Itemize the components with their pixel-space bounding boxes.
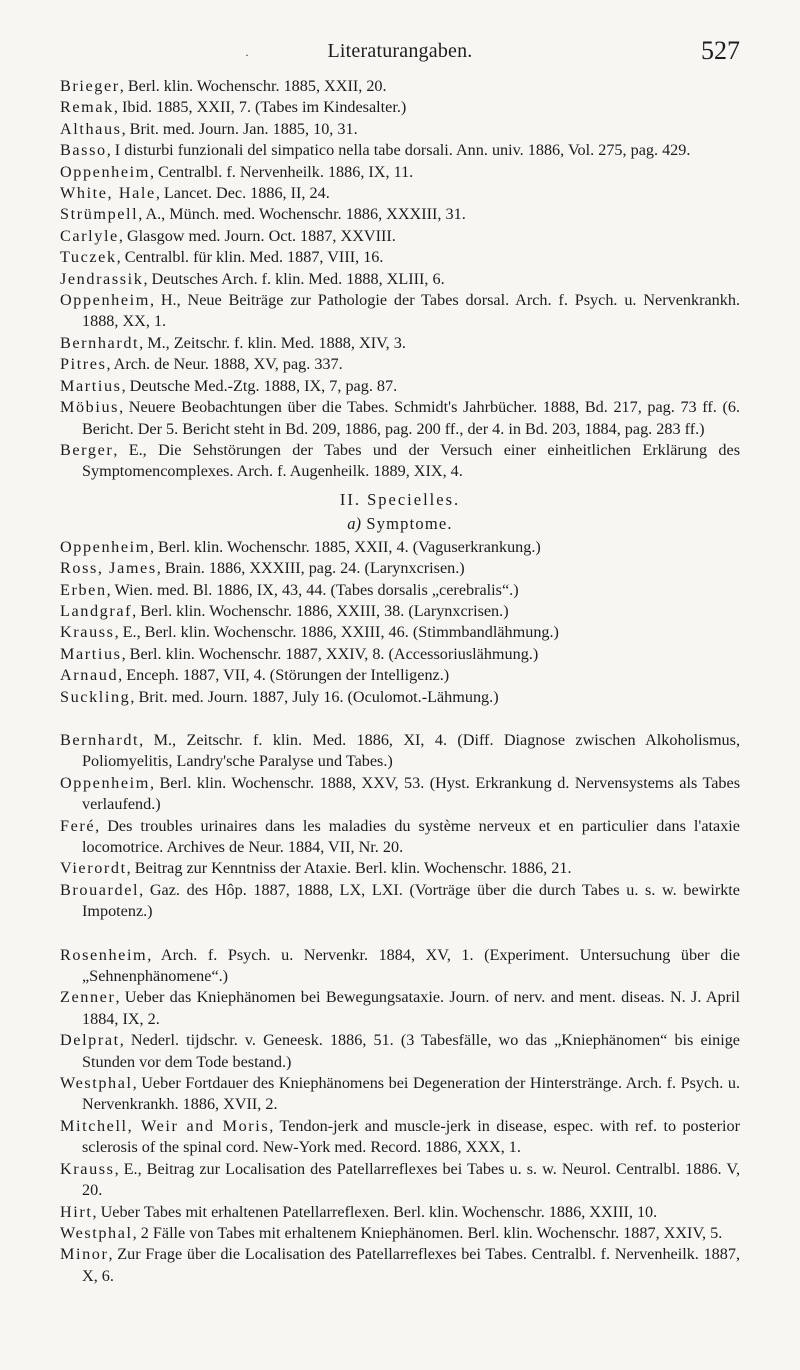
reference-text: , H., Neue Beiträge zur Pathologie der Tabes dorsal. Arch. f. Psych. u. Nervenkrankh. 1888, XX, 1. [82, 291, 740, 331]
paragraph-gap [60, 923, 740, 943]
reference-author: Ross, James [60, 559, 157, 578]
reference-author: Westphal [60, 1074, 133, 1093]
reference-list-symptoms [60, 537, 740, 708]
reference-text: , Glasgow med. Journ. Oct. 1887, XXVIII. [118, 226, 396, 245]
reference-text: , Berl. klin. Wochenschr. 1885, XXII, 4. (Vaguserkrankung.) [149, 537, 541, 556]
reference-text: , Des troubles urinaires dans les maladies du système nerveux et en particulier dans l'ataxie locomotrice. Archives de Neur. 1884, VII, Nr. 20. [82, 816, 740, 856]
reference-text: , Centralbl. für klin. Med. 1887, VIII, 16. [116, 248, 384, 267]
reference-entry [60, 773, 740, 816]
reference-list-diagnosis [60, 730, 740, 923]
reference-text: , Brit. med. Journ. Jan. 1885, 10, 31. [121, 119, 358, 138]
reference-entry [60, 269, 740, 290]
reference-author: Martius [60, 376, 122, 395]
reference-author: Martius [60, 644, 122, 663]
reference-entry [60, 333, 740, 354]
reference-entry [60, 1116, 740, 1159]
reference-text: , E., Berl. klin. Wochenschr. 1886, XXIII, 46. (Stimmbandlähmung.) [114, 623, 559, 642]
section-title: II. Specielles. [339, 489, 461, 509]
reference-entry [60, 97, 740, 118]
reference-text: , 2 Fälle von Tabes mit erhaltenem Kniephänomen. Berl. klin. Wochenschr. 1887, XXIV, 5. [132, 1223, 723, 1242]
reference-text: , M., Zeitschr. f. klin. Med. 1888, XIV, 3. [139, 333, 406, 352]
reference-author: Delprat [60, 1031, 120, 1050]
reference-text: , Berl. klin. Wochenschr. 1886, XXIII, 38. (Larynxcrisen.) [132, 601, 509, 620]
reference-entry [60, 397, 740, 440]
reference-entry [60, 162, 740, 183]
reference-text: , Nederl. tijdschr. v. Geneesk. 1886, 51. (3 Tabesfälle, wo das „Kniephänomen“ bis einige Stunden vor dem Tode bestand.) [82, 1031, 740, 1071]
reference-entry [60, 644, 740, 665]
reference-author: Mitchell, Weir and Moris [60, 1116, 270, 1135]
reference-text: , Beitrag zur Kenntniss der Ataxie. Berl. klin. Wochenschr. 1886, 21. [126, 859, 572, 878]
reference-author: Hirt [60, 1202, 93, 1221]
reference-text: , Centralbl. f. Nervenheilk. 1886, IX, 11. [149, 162, 414, 181]
reference-author: Krauss [60, 1159, 115, 1178]
reference-entry [60, 816, 740, 859]
reference-entry [60, 880, 740, 923]
reference-text: , I disturbi funzionali del simpatico nella tabe dorsali. Ann. univ. 1886, Vol. 275, pag. 429. [106, 141, 691, 160]
reference-author: Basso [60, 141, 107, 160]
reference-entry [60, 987, 740, 1030]
reference-entry [60, 558, 740, 579]
reference-list-reflexes [60, 945, 740, 1288]
reference-author: Vierordt [60, 859, 127, 878]
reference-entry [60, 76, 740, 97]
reference-entry [60, 140, 740, 161]
reference-entry [60, 601, 740, 622]
reference-author: Tuczek [60, 248, 117, 267]
reference-text: , Arch. de Neur. 1888, XV, pag. 337. [106, 355, 343, 374]
reference-entry [60, 1073, 740, 1116]
reference-author: Oppenheim [60, 773, 150, 792]
reference-text: , Deutsches Arch. f. klin. Med. 1888, XLIII, 6. [143, 269, 445, 288]
reference-text: , Brit. med. Journ. 1887, July 16. (Oculomot.-Lähmung.) [130, 687, 499, 706]
reference-author: Oppenheim [60, 162, 150, 181]
reference-author: Westphal [60, 1223, 133, 1242]
reference-author: Rosenheim [60, 945, 148, 964]
reference-text: , Zur Frage über die Localisation des Patellarreflexes bei Tabes. Centralbl. f. Nervenheilk. 1887, X, 6. [82, 1245, 740, 1285]
reference-text: , Neuere Beobachtungen über die Tabes. Schmidt's Jahrbücher. 1888, Bd. 217, pag. 73 ff. (6. Bericht. Der 5. Bericht steht in Bd. 209, 1886, pag. 200 ff., der 4. in Bd. 203, 1884, pag. 283 ff.) [82, 398, 740, 438]
reference-entry [60, 687, 740, 708]
reference-author: Minor [60, 1245, 109, 1264]
reference-entry [60, 1244, 740, 1287]
reference-text: , Wien. med. Bl. 1886, IX, 43, 44. (Tabes dorsalis „cerebralis“.) [106, 580, 519, 599]
reference-author: Berger [60, 440, 114, 459]
subsection-title [60, 513, 740, 535]
reference-entry [60, 226, 740, 247]
reference-author: Bernhardt [60, 333, 140, 352]
reference-entry [60, 622, 740, 643]
reference-author: Oppenheim [60, 537, 150, 556]
reference-author: Bernhardt [60, 730, 140, 749]
reference-entry [60, 665, 740, 686]
reference-author: Möbius [60, 398, 120, 417]
reference-text: , Ueber das Kniephänomen bei Bewegungsataxie. Journ. of nerv. and ment. diseas. N. J. April 1884, IX, 2. [82, 988, 740, 1028]
reference-author: Feré [60, 816, 96, 835]
reference-entry [60, 730, 740, 773]
paragraph-gap [60, 708, 740, 728]
reference-author: Pitres [60, 355, 107, 374]
reference-text: , Gaz. des Hôp. 1887, 1888, LX, LXI. (Vorträge über die durch Tabes u. s. w. bewirkte Impotenz.) [82, 880, 740, 921]
running-title: Literaturangaben. [327, 40, 473, 62]
reference-list-general [60, 76, 740, 483]
reference-entry [60, 1223, 740, 1244]
reference-author: White, Hale [60, 184, 156, 203]
reference-entry [60, 247, 740, 268]
reference-entry [60, 945, 740, 988]
reference-author: Oppenheim [60, 291, 150, 310]
reference-entry [60, 1159, 740, 1202]
reference-author: Althaus [60, 119, 122, 138]
reference-author: Brouardel [60, 880, 140, 899]
reference-text: , Enceph. 1887, VII, 4. (Störungen der Intelligenz.) [118, 666, 450, 685]
reference-entry [60, 376, 740, 397]
reference-entry [60, 119, 740, 140]
running-header [60, 36, 740, 74]
reference-text: , Berl. klin. Wochenschr. 1888, XXV, 53. (Hyst. Erkrankung d. Nervensystems als Tabes verlaufend.) [82, 773, 740, 814]
reference-author: Suckling [60, 687, 131, 706]
reference-entry [60, 290, 740, 333]
reference-text: , E., Beitrag zur Localisation des Patellarreflexes bei Tabes u. s. w. Neurol. Centralbl. 1886. V, 20. [82, 1159, 740, 1200]
reference-author: Landgraf [60, 601, 133, 620]
reference-author: Remak [60, 98, 114, 117]
reference-text: , Berl. klin. Wochenschr. 1887, XXIV, 8. (Accessoriuslähmung.) [121, 644, 539, 663]
reference-text: , Brain. 1886, XXXIII, pag. 24. (Larynxcrisen.) [156, 559, 465, 578]
reference-author: Arnaud [60, 666, 119, 685]
subsection-letter: a) [347, 513, 361, 533]
reference-entry [60, 537, 740, 558]
subsection-label: Symptome. [366, 513, 453, 533]
reference-text: , Tendon-jerk and muscle-jerk in disease, espec. with ref. to posterior sclerosis of the spinal cord. New-York med. Record. 1886, XXX, 1. [82, 1116, 740, 1157]
reference-text: , A., Münch. med. Wochenschr. 1886, XXXIII, 31. [138, 205, 466, 224]
reference-entry [60, 204, 740, 225]
reference-text: , Arch. f. Psych. u. Nervenkr. 1884, XV, 1. (Experiment. Untersuchung über die „Sehnenphänomene“.) [82, 945, 740, 986]
reference-entry [60, 183, 740, 204]
reference-text: , Ueber Tabes mit erhaltenen Patellarreflexen. Berl. klin. Wochenschr. 1886, XXIII, 10. [92, 1202, 658, 1221]
reference-author: Brieger [60, 77, 120, 95]
reference-entry [60, 1202, 740, 1223]
reference-author: Strümpell [60, 205, 139, 224]
reference-entry [60, 440, 740, 483]
reference-text: , Deutsche Med.-Ztg. 1888, IX, 7, pag. 87. [121, 376, 398, 395]
reference-author: Carlyle [60, 226, 119, 245]
reference-author: Zenner [60, 988, 116, 1007]
reference-text: , E., Die Sehstörungen der Tabes und der Versuch einer einheitlichen Erklärung des Symptomencomplexes. Arch. f. Augenheilk. 1889, XIX, 4. [82, 440, 740, 481]
reference-entry [60, 580, 740, 601]
page-number: 527 [701, 36, 740, 65]
reference-author: Jendrassik [60, 269, 144, 288]
reference-entry [60, 354, 740, 375]
reference-entry [60, 858, 740, 879]
reference-entry [60, 1030, 740, 1073]
reference-text: , Ueber Fortdauer des Kniephänomens bei Degeneration der Hinterstränge. Arch. f. Psych. u. Nervenkrankh. 1886, XVII, 2. [82, 1074, 740, 1114]
reference-text: , M., Zeitschr. f. klin. Med. 1886, XI, 4. (Diff. Diagnose zwischen Alkoholismus, Poliomyelitis, Landry'sche Paralyse und Tabes.) [82, 730, 740, 771]
reference-text: , Berl. klin. Wochenschr. 1885, XXII, 20. [119, 77, 387, 95]
reference-author: Krauss [60, 623, 115, 642]
reference-author: Erben [60, 580, 107, 599]
reference-text: , Ibid. 1885, XXII, 7. (Tabes im Kindesalter.) [113, 98, 407, 117]
reference-text: , Lancet. Dec. 1886, II, 24. [155, 184, 330, 203]
header-dot: · [245, 48, 249, 62]
